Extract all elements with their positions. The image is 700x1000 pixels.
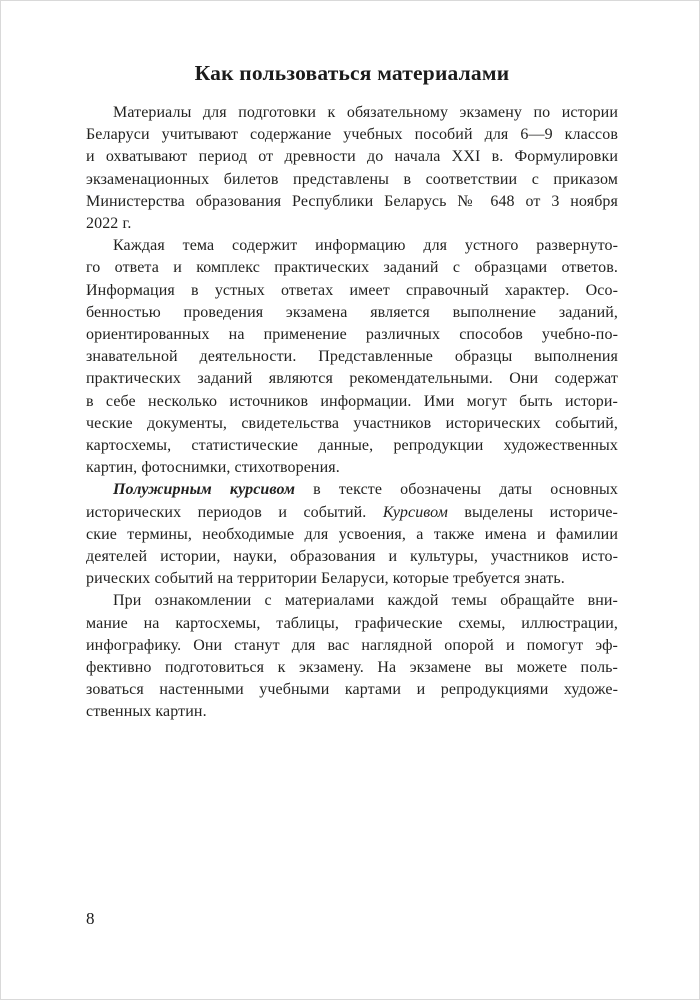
text-line (86, 102, 618, 124)
text-run: Материалы для подготовки к обязательному экзамену по истории (113, 104, 618, 121)
text-run: мание на картосхемы, таблицы, графические схемы, иллюстрации, (86, 614, 618, 632)
text-line (86, 679, 618, 701)
paragraph (86, 102, 618, 235)
text-line (86, 169, 618, 191)
text-line (86, 590, 618, 612)
page-number: 8 (86, 909, 95, 928)
text-run: ориентированных на применение различных способов учебно-по- (86, 326, 618, 344)
text-run: зоваться настенными учебными картами и репродукциями художе- (86, 681, 618, 699)
text-run: исторических периодов и событий. (86, 503, 383, 521)
text-line (86, 280, 618, 302)
text-run: Информация в устных ответах имеет справочный характер. Осо- (86, 281, 618, 299)
text-run: знавательной деятельности. Представленные образцы выполнения (86, 348, 618, 366)
text-line (86, 701, 618, 723)
text-line (86, 146, 618, 168)
text-run: выделены историче- (447, 503, 618, 521)
text-run: в тексте обозначены даты основных (295, 481, 618, 499)
bold-italic-run: Полужирным курсивом (113, 481, 295, 499)
text-run: в себе несколько источников информации. Ими могут быть истори- (86, 392, 618, 410)
text-run: Министерства образования Республики Беларусь № 648 от 3 ноября (86, 192, 618, 210)
text-run: деятелей истории, науки, образования и культуры, участников исто- (86, 548, 618, 566)
text-line (86, 391, 618, 413)
text-line (86, 324, 618, 346)
text-run: практических заданий являются рекомендательными. Они содержат (86, 370, 618, 388)
text-line (86, 124, 618, 146)
text-run: экзаменационных билетов представлены в соответствии с приказом (86, 170, 618, 188)
text-run: и охватывают период от древности до начала XXI в. Формулировки (86, 148, 618, 166)
text-line (86, 257, 618, 279)
text-line (86, 457, 618, 479)
text-run: картосхемы, статистические данные, репродукции художественных (86, 437, 618, 455)
text-line (86, 191, 618, 213)
text-run: го ответа и комплекс практических заданий с образцами ответов. (86, 259, 618, 277)
text-run: При ознакомлении с материалами каждой темы обращайте вни- (113, 592, 618, 610)
paragraph (86, 235, 618, 479)
text-line (86, 657, 618, 679)
text-line (86, 235, 618, 257)
text-line (86, 613, 618, 635)
paragraph (86, 479, 618, 590)
page-title: Как пользоваться материалами (194, 61, 510, 85)
text-line (86, 479, 618, 501)
paragraph (86, 590, 618, 723)
text-run: ческие документы, свидетельства участников исторических событий, (86, 414, 618, 432)
text-run: 2022 г. (86, 215, 132, 233)
italic-run: Курсивом (382, 503, 448, 521)
text-run: рических событий на территории Беларуси, которые требуется знать. (86, 570, 565, 588)
page-content (86, 59, 618, 724)
paragraphs (86, 102, 618, 724)
text-run: ские термины, необходимые для усвоения, а также имена и фамилии (86, 525, 618, 543)
text-line (86, 368, 618, 390)
text-line (86, 502, 618, 524)
text-run: картин, фотоснимки, стихотворения. (86, 459, 340, 477)
text-line (86, 346, 618, 368)
text-line (86, 524, 618, 546)
text-run: инфографику. Они станут для вас наглядной опорой и помогут эф- (86, 636, 618, 654)
text-run: Беларуси учитывают содержание учебных пособий для 6—9 классов (86, 126, 618, 144)
text-line (86, 568, 618, 590)
text-run: фективно подготовиться к экзамену. На экзамене вы можете поль- (86, 659, 618, 677)
text-line (86, 413, 618, 435)
text-line (86, 635, 618, 657)
text-run: Каждая тема содержит информацию для устного развернуто- (113, 237, 618, 255)
text-run: ственных картин. (86, 703, 207, 721)
text-run: бенностью проведения экзамена является выполнение заданий, (86, 303, 618, 321)
text-line (86, 302, 618, 324)
text-line (86, 546, 618, 568)
text-line (86, 435, 618, 457)
text-line (86, 213, 618, 235)
